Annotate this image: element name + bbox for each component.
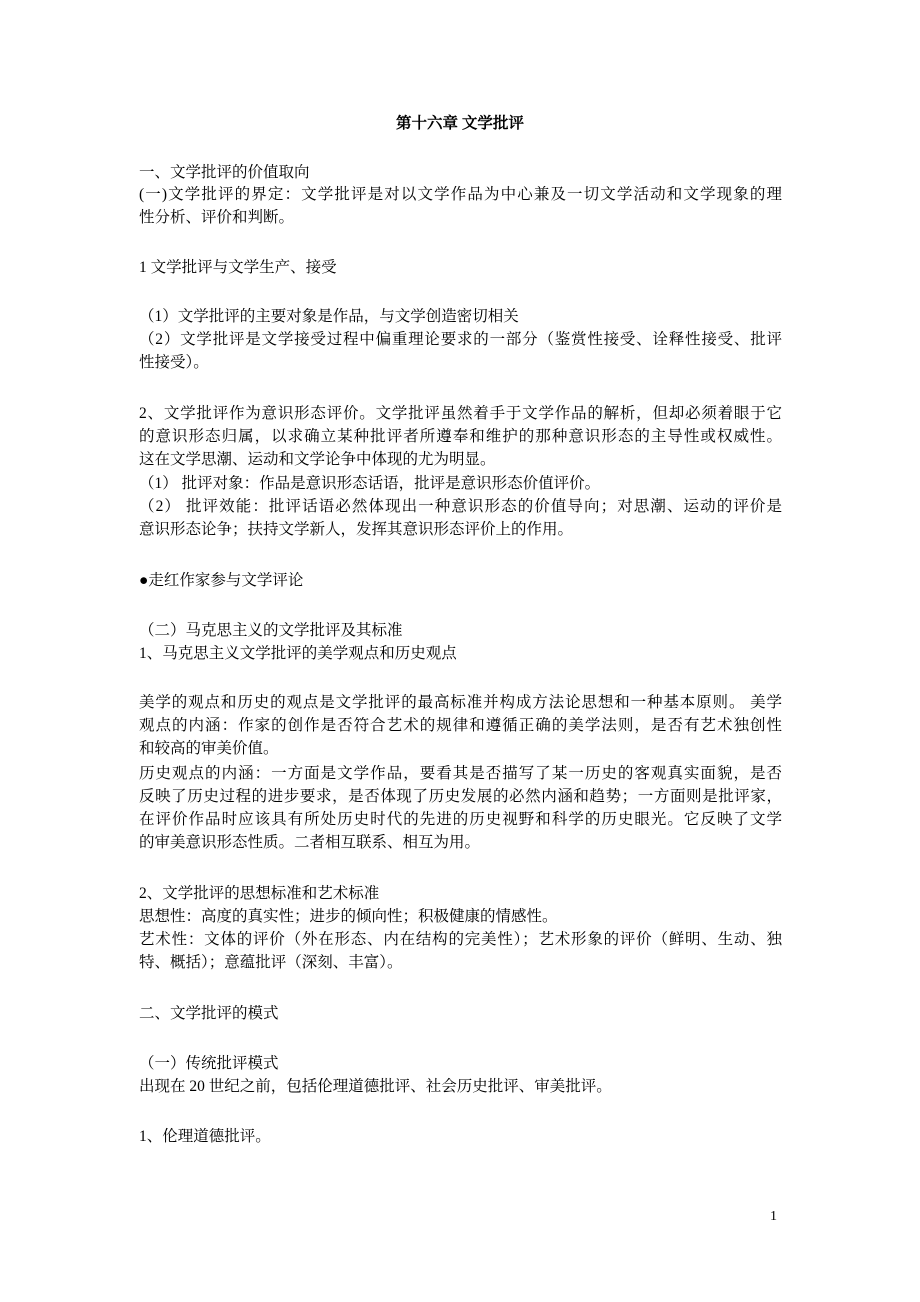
text-line: 和较高的审美价值。	[139, 740, 279, 757]
chapter-title: 第十六章 文学批评	[396, 115, 524, 132]
text-line: 思想性：高度的真实性；进步的倾向性；积极健康的情感性。	[139, 908, 558, 925]
text-line: 美学的观点和历史的观点是文学批评的最高标准并构成方法论思想和一种基本原则。 美学	[139, 694, 782, 711]
text-line: （1） 批评对象：作品是意识形态话语，批评是意识形态价值评价。	[139, 475, 601, 492]
text-line: 二、文学批评的模式	[139, 1005, 279, 1022]
text-line: (一)文学批评的界定：文学批评是对以文学作品为中心兼及一切文学活动和文学现象的理	[139, 186, 782, 203]
text-line: 出现在 20 世纪之前，包括伦理道德批评、社会历史批评、审美批评。	[139, 1078, 612, 1095]
text-line: 意识形态论争；扶持文学新人，发挥其意识形态评价上的作用。	[139, 521, 574, 538]
text-line: 一、文学批评的价值取向	[139, 164, 310, 181]
text-line: 1、马克思主义文学批评的美学观点和历史观点	[139, 645, 457, 662]
text-line: （一）传统批评模式	[139, 1055, 279, 1072]
text-line: 的意识形态归属，以求确立某种批评者所遵奉和维护的那种意识形态的主导性或权威性。	[139, 428, 782, 445]
page-number: 1	[770, 1209, 777, 1224]
text-line: 1 文学批评与文学生产、接受	[139, 259, 337, 276]
text-line: 2、文学批评的思想标准和艺术标准	[139, 885, 380, 902]
text-line: 这在文学思潮、运动和文学论争中体现的尤为明显。	[139, 451, 496, 468]
text-line: 性分析、评价和判断。	[139, 209, 295, 226]
text-line: 2、文学批评作为意识形态评价。文学批评虽然着手于文学作品的解析，但却必须着眼于它	[139, 405, 782, 422]
text-line: 历史观点的内涵：一方面是文学作品，要看其是否描写了某一历史的客观真实面貌，是否	[139, 765, 782, 782]
text-line: 在评价作品时应该具有所处历史时代的先进的历史视野和科学的历史眼光。它反映了文学	[139, 811, 782, 828]
text-line: 观点的内涵：作家的创作是否符合艺术的规律和遵循正确的美学法则，是否有艺术独创性	[139, 717, 782, 734]
text-line: （2）文学批评是文学接受过程中偏重理论要求的一部分（鉴赏性接受、诠释性接受、批评	[139, 331, 782, 348]
text-line: （1）文学批评的主要对象是作品，与文学创造密切相关	[139, 308, 519, 325]
text-line: 性接受）。	[139, 354, 209, 371]
text-line: 反映了历史过程的进步要求，是否体现了历史发展的必然内涵和趋势；一方面则是批评家，	[139, 788, 782, 805]
text-line: 特、概括）；意蕴批评（深刻、丰富）。	[139, 954, 403, 971]
text-line: 艺术性：文体的评价（外在形态、内在结构的完美性）；艺术形象的评价（鲜明、生动、独	[139, 931, 782, 948]
text-line: （二）马克思主义的文学批评及其标准	[139, 622, 403, 639]
text-line: （2） 批评效能：批评话语必然体现出一种意识形态的价值导向；对思潮、运动的评价是	[139, 498, 782, 515]
text-line: ●走红作家参与文学评论	[139, 572, 304, 589]
text-line: 1、伦理道德批评。	[139, 1128, 271, 1145]
text-line: 的审美意识形态性质。二者相互联系、相互为用。	[139, 834, 481, 851]
